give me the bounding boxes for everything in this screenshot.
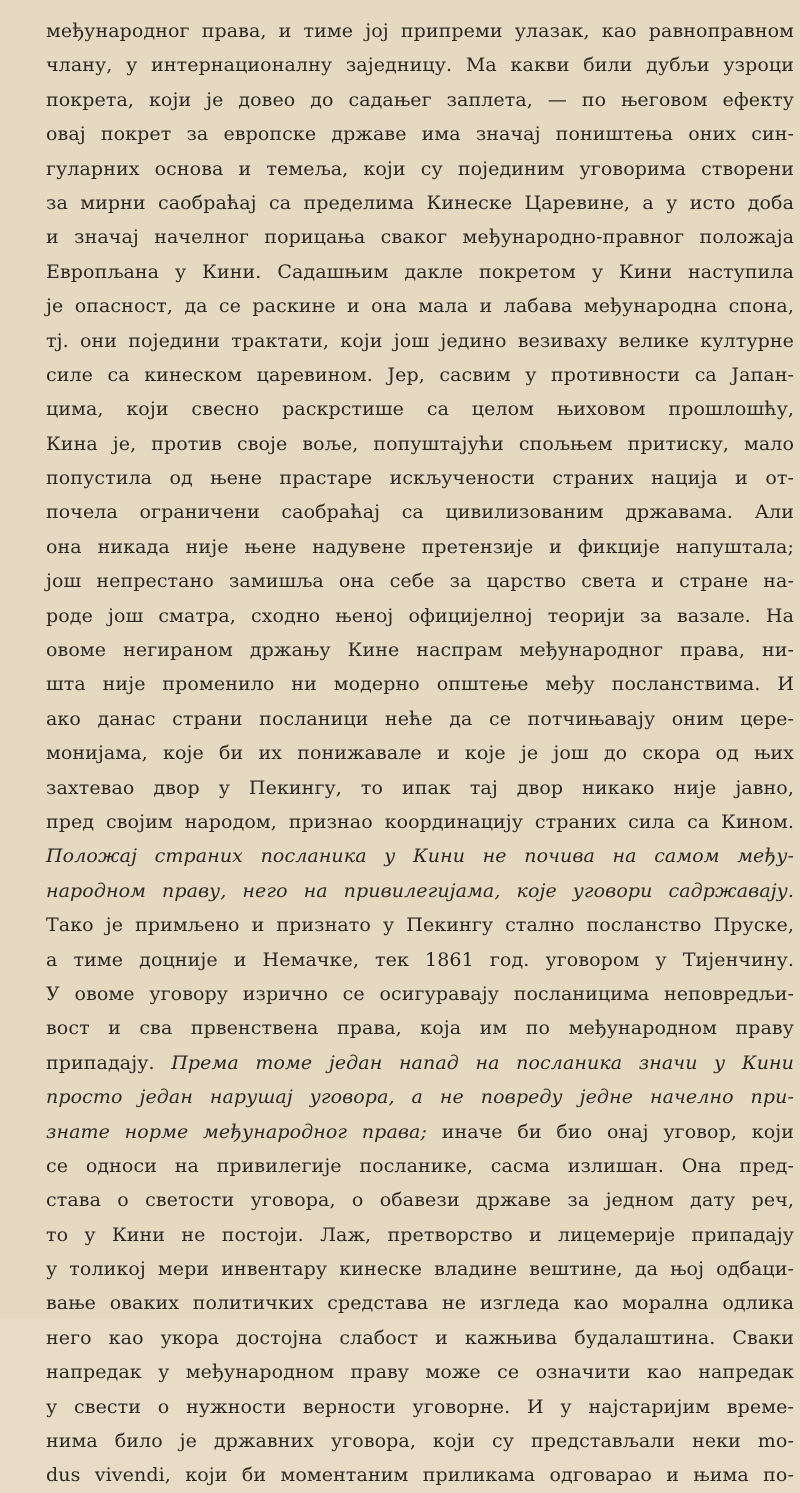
text-line bbox=[46, 977, 794, 1011]
text-line bbox=[46, 633, 794, 667]
text-line bbox=[46, 461, 794, 495]
text-segment: пред својим народом, признао координацију страних сила са Кином. bbox=[46, 810, 794, 833]
text-segment: је опасност, да се раскине и она мала и лабава међународна спона, bbox=[46, 295, 794, 318]
text-line bbox=[46, 117, 794, 151]
text-segment: а тиме доцније и Немачке, тек 1861 год. уговором у Тијенчину. bbox=[46, 948, 794, 971]
text-segment: за мирни саобраћај са пределима Кинеске Царевине, а у исто доба bbox=[46, 191, 794, 214]
text-line bbox=[46, 1046, 794, 1080]
text-segment: она никада није њене надувене претензије и фикције напуштала; bbox=[46, 535, 794, 558]
text-segment: У овоме уговору изрично се осигуравају посланицима неповредљи- bbox=[46, 982, 794, 1005]
text-line bbox=[46, 1218, 794, 1252]
text-segment: захтевао двор у Пекингу, то ипак тај двор никако није јавно, bbox=[46, 776, 794, 799]
text-line bbox=[46, 186, 794, 220]
text-line bbox=[46, 839, 794, 873]
text-line bbox=[46, 255, 794, 289]
text-segment: у толикој мери инвентару кинеске владине вештине, да њој одбаци- bbox=[46, 1258, 794, 1281]
text-segment: шта није променило ни модерно општење међу посланствима. И bbox=[46, 673, 794, 696]
text-line bbox=[46, 564, 794, 598]
text-line bbox=[46, 1321, 794, 1355]
text-line bbox=[46, 908, 794, 942]
text-segment: Кина је, против своје воље, попуштајући спољњем притиску, мало bbox=[46, 432, 794, 455]
text-line bbox=[46, 1183, 794, 1217]
text-line bbox=[46, 736, 794, 770]
italic-text-segment: знате норме међународног права; bbox=[46, 1120, 427, 1143]
italic-text-segment: Према томе један напад на посланика значи у Кини bbox=[171, 1051, 794, 1074]
text-segment: и значај начелног порицања сваког међународно-правног положаја bbox=[46, 226, 794, 249]
text-line bbox=[46, 83, 794, 117]
text-segment: међународног права, и тиме јој припреми улазак, као равноправном bbox=[46, 20, 794, 42]
text-line bbox=[46, 667, 794, 701]
text-segment: још непрестано замишља она себе за царство света и стране на- bbox=[46, 570, 794, 593]
text-line bbox=[46, 220, 794, 254]
text-line bbox=[46, 805, 794, 839]
text-segment: Тако је примљено и признато у Пекингу стално посланство Пруске, bbox=[46, 914, 794, 937]
text-segment: овоме негираном држању Кине наспрам међународног права, ни- bbox=[46, 639, 794, 662]
text-segment: у свести о нужности верности уговорне. И у најстаријим време- bbox=[46, 1395, 794, 1418]
text-line bbox=[46, 702, 794, 736]
text-line bbox=[46, 324, 794, 358]
text-segment: Европљана у Кини. Садашњим дакле покретом у Кини наступила bbox=[46, 260, 794, 283]
text-segment: гуларних основа и темеља, који су појединим уговорима створени bbox=[46, 157, 794, 180]
text-line bbox=[46, 427, 794, 461]
text-segment: роде још сматра, сходно њеној официјелној теорији за вазале. На bbox=[46, 604, 794, 627]
text-line bbox=[46, 771, 794, 805]
text-segment: иначе би био онај уговор, који bbox=[426, 1120, 794, 1143]
text-segment: тј. они поједини трактати, који још једино везиваху велике културне bbox=[46, 329, 794, 352]
text-segment: става о светости уговора, о обавези државе за једном дату реч, bbox=[46, 1189, 794, 1212]
text-segment: цима, који свесно раскрстише са целом њиховом прошлошћу, bbox=[46, 398, 794, 421]
italic-text-segment: народном праву, него на привилегијама, које уговори садржавају. bbox=[46, 879, 794, 902]
text-line bbox=[46, 1458, 794, 1492]
text-line bbox=[46, 152, 794, 186]
body-text bbox=[46, 14, 794, 1493]
text-line bbox=[46, 358, 794, 392]
text-line bbox=[46, 48, 794, 82]
text-line bbox=[46, 1149, 794, 1183]
text-segment: него као укора достојна слабост и кажњива будалаштина. Сваки bbox=[46, 1326, 794, 1349]
text-line bbox=[46, 530, 794, 564]
text-line bbox=[46, 1390, 794, 1424]
text-segment: монијама, које би их понижавале и које је још до скора од њих bbox=[46, 742, 794, 765]
text-segment: припадају. bbox=[46, 1051, 172, 1074]
italic-text-segment: просто један нарушај уговора, а не повреду једне начелно при- bbox=[46, 1086, 794, 1109]
text-line bbox=[46, 1252, 794, 1286]
text-segment: попустила од њене прастаре искључености страних нација и от- bbox=[46, 467, 794, 490]
text-line bbox=[46, 943, 794, 977]
text-line bbox=[46, 874, 794, 908]
text-segment: члану, у интернационалну заједницу. Ма какви били дубљи узроци bbox=[46, 54, 794, 77]
text-segment: напредак у међународном праву може се означити као напредак bbox=[46, 1361, 794, 1384]
text-segment: вост и сва првенствена права, која им по међународном праву bbox=[46, 1017, 794, 1040]
text-line bbox=[46, 1286, 794, 1320]
text-line bbox=[46, 1080, 794, 1114]
text-segment: почела ограничени саобраћај са цивилизованим државама. Али bbox=[46, 501, 794, 524]
text-segment: то у Кини не постоји. Лаж, претворство и лицемерије припадају bbox=[46, 1223, 794, 1246]
text-segment: овај покрет за европске државе има значај поништења оних син- bbox=[46, 123, 794, 146]
text-segment: dus vivendi, који би моментаним приликама одговарао и њима по- bbox=[46, 1464, 794, 1487]
text-line bbox=[46, 289, 794, 323]
text-line bbox=[46, 1355, 794, 1389]
text-segment: покрета, који је довео до садањег заплета, — по његовом ефекту bbox=[46, 88, 794, 111]
text-segment: нима било је државних уговора, који су представљали неки mo- bbox=[46, 1430, 794, 1453]
text-segment: силе са кинеском царевином. Јер, сасвим у противности са Јапан- bbox=[46, 363, 794, 386]
text-line bbox=[46, 392, 794, 426]
text-line bbox=[46, 1011, 794, 1045]
text-line bbox=[46, 1424, 794, 1458]
text-line bbox=[46, 599, 794, 633]
text-segment: вање оваких политичких средстава не изгледа као морална одлика bbox=[46, 1292, 794, 1315]
text-line bbox=[46, 1115, 794, 1149]
italic-text-segment: Положај страних посланика у Кини не почива на самом међу- bbox=[46, 845, 794, 868]
text-segment: се односи на привилегије посланике, сасма излишан. Она пред- bbox=[46, 1154, 794, 1177]
text-line bbox=[46, 14, 794, 48]
text-line bbox=[46, 495, 794, 529]
text-segment: ако данас страни посланици неће да се потчињавају оним цере- bbox=[46, 707, 794, 730]
